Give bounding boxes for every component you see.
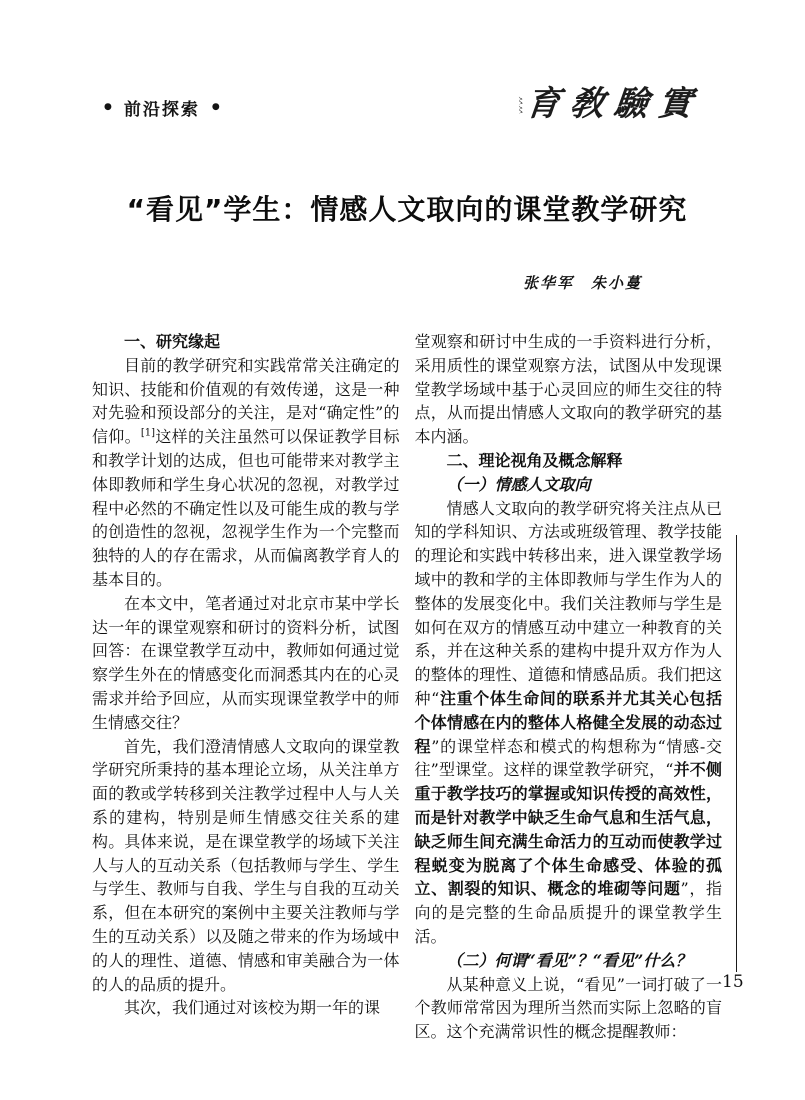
subsection-heading-2: （二）何谓“看见”？“看见”什么？ xyxy=(446,950,692,970)
section-marker xyxy=(92,95,232,120)
journal-calligraphy-logo xyxy=(512,78,705,130)
subsection-heading-1: （一）情感人文取向 xyxy=(446,474,591,494)
article-authors: 张华军 朱小蔓 xyxy=(522,274,642,292)
paragraph-5-text-a: 情感人文取向的教学研究将关注点从已知的学科知识、方法或班级管理、教学技能的理论和实践中转移出来，进入课堂教学场域中的教和学的主体即教师与学生作为人的整体的发展变化中。我们关注教师与学生是如何在双方的情感互动中建立一种教育的关系，并在这种关系的建构中提升双方作为人的整体的理性、道德和情感品质。我们把这种“ xyxy=(414,498,722,708)
footnote-ref-1: [1] xyxy=(140,427,156,439)
section-label: 前沿探索 xyxy=(123,100,200,120)
bullet-icon: ● xyxy=(211,101,220,112)
paragraph-1 xyxy=(92,354,400,592)
left-column xyxy=(92,330,400,1044)
article-body xyxy=(92,330,722,1044)
section-heading-1: 一、研究缘起 xyxy=(124,332,221,351)
article-title: “看见”学生：情感人文取向的课堂教学研究 xyxy=(126,193,688,226)
paragraph-1-text-a: 目前的教学研究和实践常常关注确定的知识、技能和价值观的有效传递，这是一种对先验和预设部分的关注，是对“确定性”的信仰。 xyxy=(92,355,400,447)
section-heading-2: 二、理论视角及概念解释 xyxy=(446,450,623,470)
paragraph-5-text-e: ”，指向的是完整的生命品质提升的课堂教学生活。 xyxy=(414,879,722,946)
paragraph-3: 首先，我们澄清情感人文取向的课堂教学研究所秉持的基本理论立场，从关注单方面的教或学转移到关注教学过程中人与人关系的建构，特别是师生情感交往关系的建构。具体来说，是在课堂教学的场域下关注人与人的互动关系（包括教师与学生、学生与学生、教师与自我、学生与自我的互动关系，但在本研究的案例中主要关注教师与学生的互动关系）以及随之带来的作为场域中的人的理性、道德、情感和审美融合为一体的人的品质的提升。 xyxy=(92,736,400,994)
right-column xyxy=(415,330,723,1044)
folio-divider-rule xyxy=(736,535,737,972)
paragraph-6-partial: 从某种意义上说，“看见”一词打破了一个教师常常因为理所当然而实际上忽略的盲区。这个充满常识性的概念提醒教师： xyxy=(414,974,722,1042)
bullet-icon: ● xyxy=(104,101,112,112)
paragraph-1-text-b: 这样的关注虽然可以保证教学目标和教学计划的达成，但也可能带来对教学主体即教师和学生身心状况的忽视，对教学过程中必然的不确定性以及可能生成的教与学的创造性的忽视，忽视学生作为一个完整而独特的人的存在需求，从而偏离教学育人的基本目的。 xyxy=(92,427,400,589)
paragraph-2: 在本文中，笔者通过对北京市某中学长达一年的课堂观察和研讨的资料分析，试图回答：在课堂教学互动中，教师如何通过觉察学生外在的情感变化而洞悉其内在的心灵需求并给予回应，从而实现课堂教学中的师生情感交往？ xyxy=(92,593,400,732)
paragraph-5-quote-1: 注重个体生命间的联系并尤其关心包括个体情感在内的整体人格健全发展的动态过程 xyxy=(414,688,722,756)
paragraph-4-continuation: 堂观察和研讨中生成的一手资料进行分析，采用质性的课堂观察方法，试图从中发现课堂教学场域中基于心灵回应的师生交往的特点，从而提出情感人文取向的教学研究的基本内涵。 xyxy=(414,332,722,447)
paragraph-5 xyxy=(415,497,723,949)
logo-calligraphy-text: 育敎驗實 xyxy=(523,84,705,124)
page-header xyxy=(92,84,722,140)
paragraph-5-text-c: ”的课堂样态和模式的构想称为“情感-交往”型课堂。这样的课堂教学研究，“ xyxy=(414,736,722,780)
paragraph-4-partial: 其次，我们通过对该校为期一年的课 xyxy=(124,998,381,1018)
paragraph-5-quote-2: 并不侧重于教学技巧的掌握或知识传授的高效性，而是针对教学中缺乏生命气息和生活气息，缺乏师生间充满生命活力的互动而使教学过程蜕变为脱离了个体生命感受、体验的孤立、割裂的知识、概念的堆砌等问题 xyxy=(414,760,722,899)
logo-inscription-marks: 〻〻 xyxy=(514,96,524,114)
page-number: 15 xyxy=(722,972,744,992)
